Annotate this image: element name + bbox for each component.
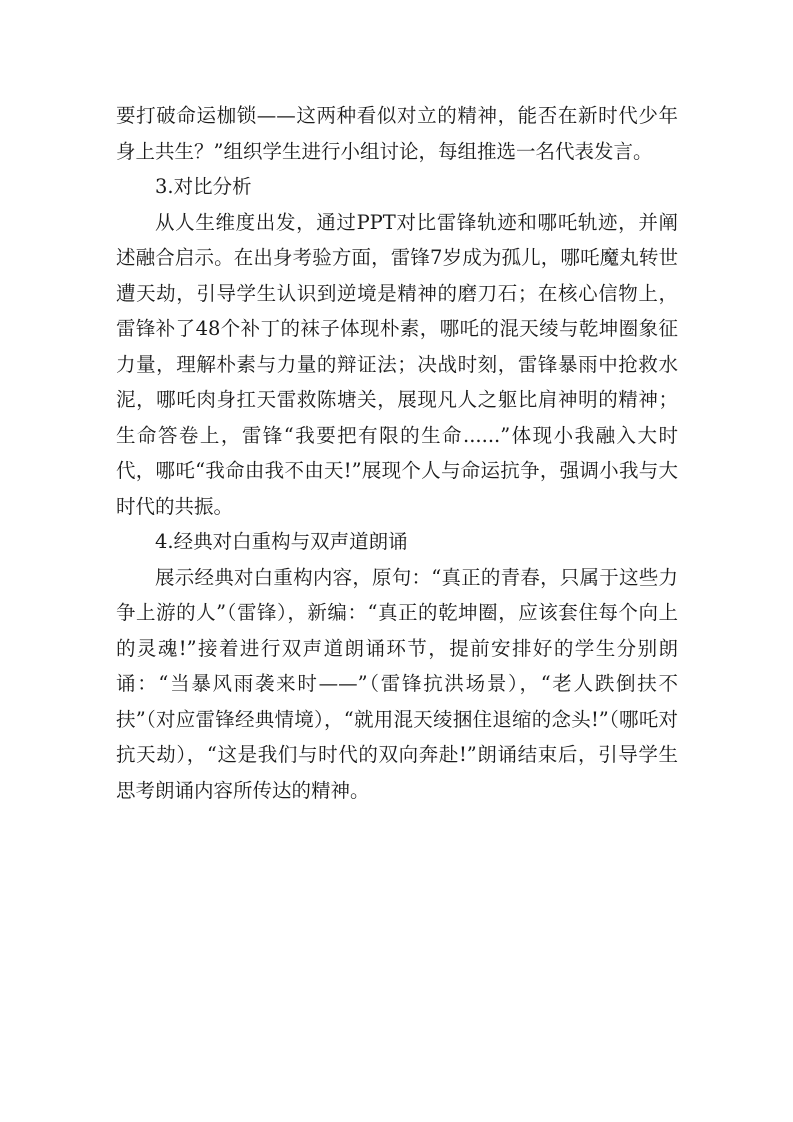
document-body [116, 98, 678, 808]
section-heading-dialogue-recitation: 4.经典对白重构与双声道朗诵 [155, 530, 408, 553]
section-heading-contrast-analysis: 3.对比分析 [155, 175, 252, 198]
paragraph-contrast-analysis: 从人生维度出发，通过PPT对比雷锋轨迹和哪吒轨迹，并阐述融合启示。在出身考验方面，雷锋7岁成为孤儿，哪吒魔丸转世遭天劫，引导学生认识到逆境是精神的磨刀石；在核心信物上，雷锋补了48个补丁的袜子体现朴素，哪吒的混天绫与乾坤圈象征力量，理解朴素与力量的辩证法；决战时刻，雷锋暴雨中抢救水泥，哪吒肉身扛天雷救陈塘关，展现凡人之躯比肩神明的精神；生命答卷上，雷锋“我要把有限的生命......”体现小我融入大时代，哪吒“我命由我不由天!”展现个人与命运抗争，强调小我与大时代的共振。 [116, 210, 678, 518]
paragraph-dialogue-recitation: 展示经典对白重构内容，原句：“真正的青春，只属于这些力争上游的人”（雷锋），新编：“真正的乾坤圈，应该套住每个向上的灵魂!”接着进行双声道朗诵环节，提前安排好的学生分别朗诵：“当暴风雨袭来时——”（雷锋抗洪场景），“老人跌倒扶不扶”（对应雷锋经典情境），“就用混天绫捆住退缩的念头!”（哪吒对抗天劫），“这是我们与时代的双向奔赴!”朗诵结束后，引导学生思考朗诵内容所传达的精神。 [116, 565, 678, 802]
paragraph-continuation: 要打破命运枷锁——这两种看似对立的精神，能否在新时代少年身上共生？”组织学生进行小组讨论，每组推选一名代表发言。 [116, 104, 678, 163]
